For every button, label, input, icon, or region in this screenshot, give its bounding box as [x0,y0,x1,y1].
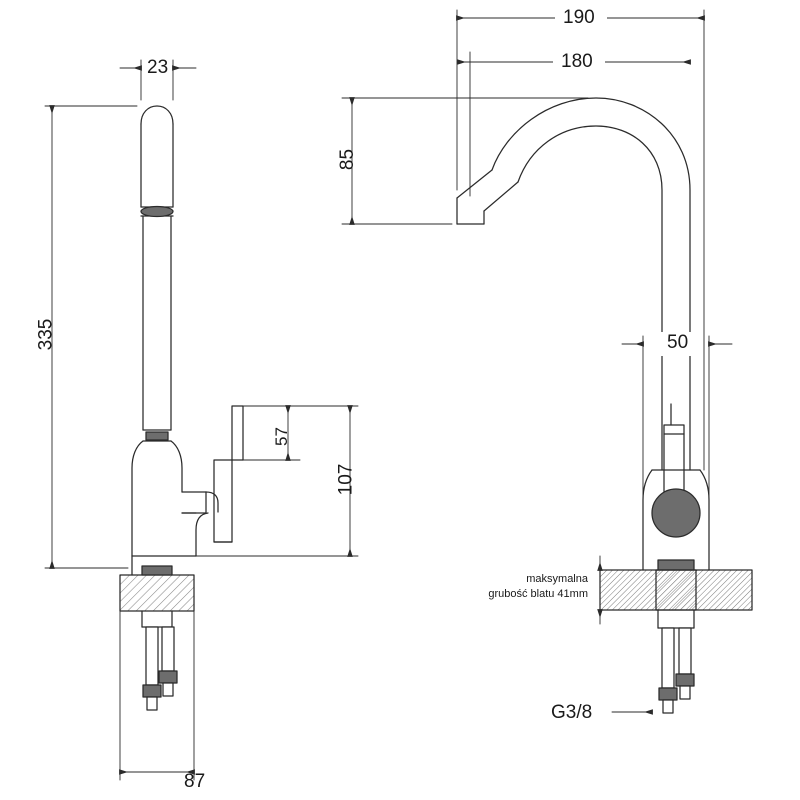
dim-lever-offset: 57 [271,427,291,446]
dim-thread-size: G3/8 [551,702,593,723]
left-view-faucet [120,106,243,710]
dim-reach-outer: 190 [563,7,595,28]
worktop-note-line2: grubość blatu 41mm [488,587,588,600]
dim-total-height: 335 [35,318,57,351]
dim-body-height: 107 [335,463,357,496]
dim-spout-height: 85 [337,148,359,171]
left-view-dimensions [45,57,358,780]
dim-base-width: 87 [184,771,206,792]
worktop-note [440,572,588,602]
right-view-faucet [457,98,752,713]
worktop-note-line1: maksymalna [526,573,588,585]
dim-handle-width: 50 [667,332,689,353]
dim-spout-diameter: 23 [147,57,169,78]
dim-reach-inner: 180 [561,51,593,72]
